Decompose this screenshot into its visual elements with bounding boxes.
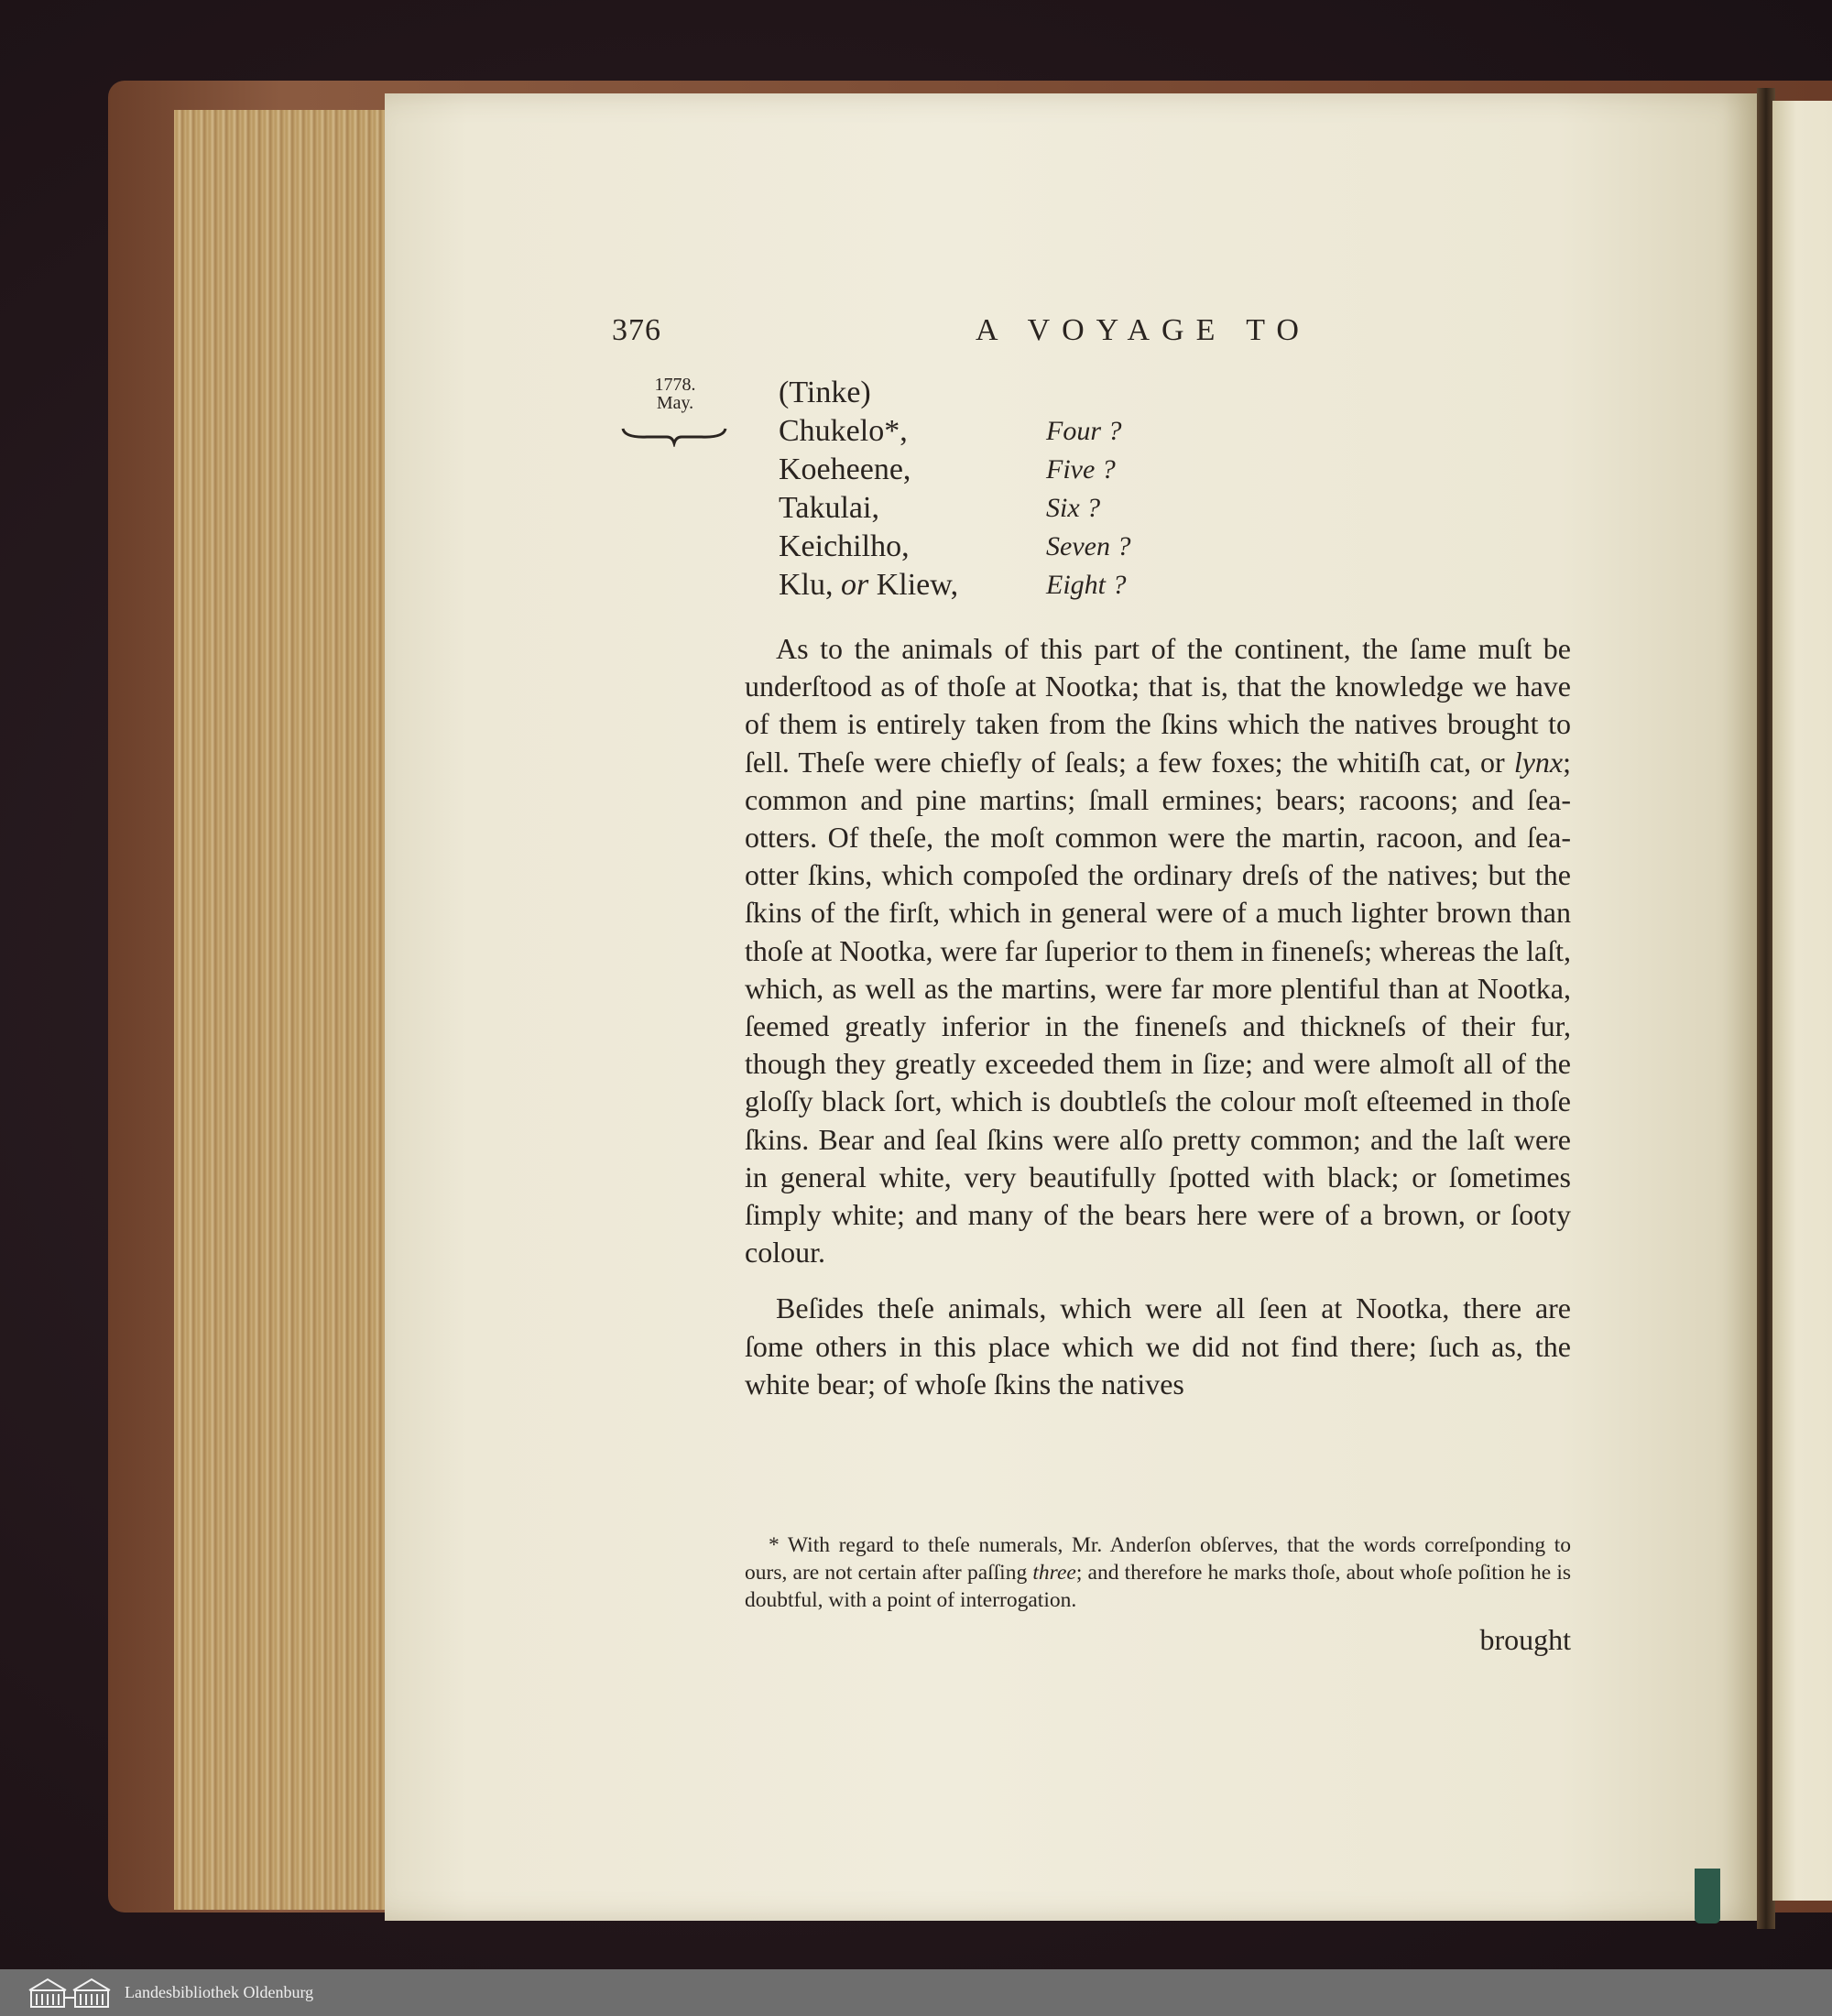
- footnote-three: three: [1032, 1561, 1076, 1585]
- vocab-meaning: Five ?: [1046, 454, 1116, 485]
- vocab-word-or: or: [841, 568, 869, 602]
- paragraph-other-animals: Beſides theſe animals, which were all ſeen at Nootka, there are ſome others in this place which we did not find there; ſuch as, the white bear; of whoſe ſkins the natives: [745, 1291, 1571, 1400]
- numeral-vocabulary: [779, 374, 1292, 605]
- footnote-text: [745, 1531, 1571, 1614]
- vocab-word: Chukelo*,: [779, 414, 908, 448]
- vocab-row: [779, 528, 1292, 566]
- vocab-meaning: Four ?: [1046, 416, 1122, 446]
- footer-bar: [0, 1969, 1832, 2016]
- footnote-part-2: ; and therefore he marks thoſe, about whoſe poſition he is doubtful, with a point of interrogation.: [745, 1561, 1572, 1612]
- footnote-part-1: * With regard to theſe numerals, Mr. Anderſon obſerves, that the words correſponding to ours, are not certain after paſſing: [745, 1533, 1571, 1585]
- vocab-word-b: Kliew,: [876, 568, 959, 602]
- vocab-word: Takulai,: [779, 491, 879, 525]
- library-name: Landesbibliothek Oldenburg: [125, 1983, 314, 2001]
- page-number: 376: [612, 313, 661, 347]
- margin-year: 1778.: [654, 375, 696, 395]
- vocab-meaning: Six ?: [1046, 493, 1101, 523]
- vocab-word: Koeheene,: [779, 452, 911, 486]
- vocab-meaning: Eight ?: [1046, 570, 1127, 600]
- vocab-row: [779, 451, 1292, 489]
- margin-brace-icon: [619, 423, 729, 447]
- vocab-row: [779, 566, 1292, 605]
- margin-date: [625, 376, 725, 412]
- vocab-word-a: Klu,: [779, 568, 834, 602]
- vocab-word: Keichilho,: [779, 529, 910, 563]
- vocab-word: [779, 566, 958, 605]
- paragraph-1-text: As to the animals of this part of the continent, the ſame muſt be underſtood as of thoſe at Nootka; that is, that the knowledge we have of them is entirely taken from the ſkins which the natives brought to ſell. Theſe were chiefly of ſeals; a few foxes; the whitiſh cat, or: [745, 632, 1571, 779]
- vocab-meaning: Seven ?: [1046, 531, 1131, 561]
- library-building-icon: [26, 1974, 114, 2011]
- catchword: brought: [1479, 1623, 1571, 1656]
- paragraph-animals: [745, 630, 1571, 1271]
- running-head: [0, 313, 1832, 359]
- page-edges: [174, 110, 396, 1910]
- page-title: A VOYAGE TO: [976, 313, 1311, 347]
- footnote: [745, 1531, 1571, 1614]
- vocab-lead: (Tinke): [779, 376, 871, 409]
- body-text: [745, 630, 1571, 1403]
- right-page-edge: [1772, 101, 1832, 1901]
- bookmark-ribbon: [1695, 1869, 1720, 1923]
- vocab-row: [779, 412, 1292, 451]
- margin-month: May.: [656, 393, 694, 413]
- vocab-row: [779, 489, 1292, 528]
- lynx-term: lynx: [1513, 745, 1564, 779]
- paragraph-1-continued: ; common and pine martins; ſmall ermines; bears; racoons; and ſea-otters. Of theſe, the moſt common were the martin, racoon, and ſea-otter ſkins, which compoſed the ordinary dreſs of the natives; but the ſkins of the firſt, which in general were of a much lighter brown than thoſe at Nootka, were far ſuperior to them in fineneſs; whereas the laſt, which, as well as the martins, were far more plentiful than at Nootka, ſeemed greatly inferior in the fineneſs and thickneſs of their fur, though they greatly exceeded them in ſize; and were almoſt all of the gloſſy black ſort, which is doubtleſs the colour moſt eſteemed in thoſe ſkins. Bear and ſeal ſkins were alſo pretty common; and the laſt were in general white, very beautifully ſpotted with black; or ſometimes ſimply white; and many of the bears here were of a brown, or ſooty colour.: [745, 745, 1572, 1270]
